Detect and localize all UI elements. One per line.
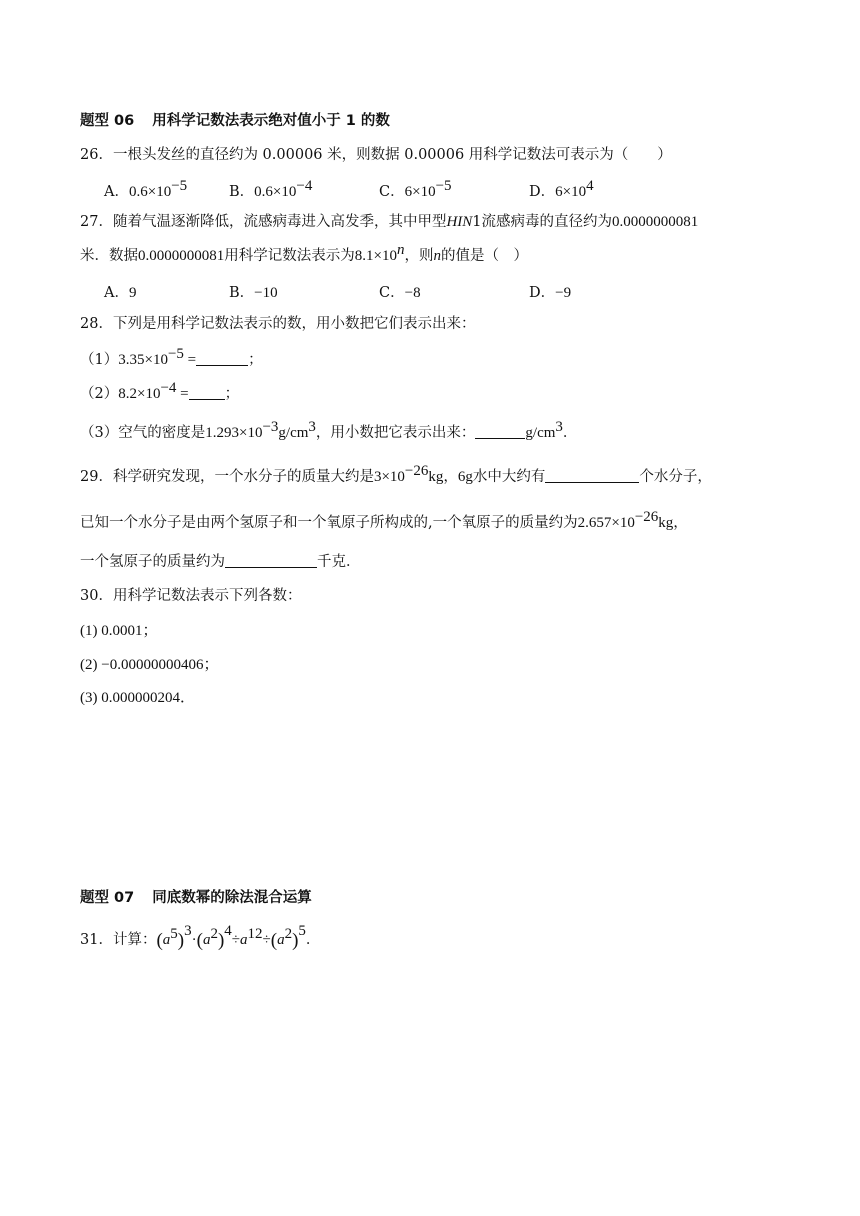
question-30-item-1: (1) 0.0001； [80, 623, 158, 639]
answer-blank [225, 553, 317, 568]
section-heading-07 [80, 888, 312, 908]
option-a: A．9 [104, 285, 137, 301]
option-b: B．$0.6\times 10^{-4}$ [229, 178, 313, 200]
section-tag: 题型 06 [80, 113, 135, 129]
question-30-stem: 30．用科学记数法表示下列各数： [80, 588, 302, 604]
section-heading-06 [80, 111, 390, 131]
option-c: C．−8 [379, 285, 421, 301]
question-28-part-3: （3）空气的密度是$1.293\times 10^{-3}g/cm^3$，用小数把它表示出来： $g/cm^3$． [80, 419, 578, 441]
option-b: B．−10 [229, 285, 278, 301]
section-title: 同底数幂的除法混合运算 [152, 890, 312, 906]
question-28-part-1: $(1)3.35\times 10^{-5}$ = ； [80, 346, 263, 368]
section-tag: 题型 07 [80, 890, 135, 906]
option-d: D．$6\times 10^4$ [529, 178, 594, 200]
option-d: D．−9 [529, 285, 572, 301]
question-28-part-2: $(2)8.2\times 10^{-4}$ = ； [80, 380, 240, 402]
question-26-stem: 26．一根头发丝的直径约为 0.00006 米，则数据 0.00006 用科学记数法可表示为（ ） [80, 147, 672, 163]
question-30-item-2: (2) −0.00000000406； [80, 657, 219, 673]
question-29-line-1: 29．科学研究发现，一个水分子的质量大约是$3\times 10^{-26}kg$，6g水中大约有 个水分子， [80, 463, 712, 485]
option-c: C．$6\times 10^{-5}$ [379, 178, 452, 200]
answer-blank [545, 468, 639, 483]
answer-blank [189, 385, 225, 400]
question-29-line-2: 已知一个水分子是由两个氢原子和一个氧原子所构成的,一个氧原子的质量约为$2.657\times 10^{-26}kg$， [80, 509, 688, 531]
question-30-item-3: (3) 0.000000204． [80, 690, 196, 706]
option-a: A．$0.6\times 10^{-5}$ [104, 178, 188, 200]
answer-blank [196, 351, 248, 366]
question-27-line-2: 米．数据0.0000000081用科学记数法表示为$8.1\times 10^n$，则n的值是（ ） [80, 242, 528, 264]
question-29-line-3: 一个氢原子的质量约为 千克． [80, 554, 361, 570]
answer-blank [475, 424, 525, 439]
section-title: 用科学记数法表示绝对值小于 1 的数 [152, 113, 390, 129]
question-28-stem: 28．下列是用科学记数法表示的数，用小数把它们表示出来： [80, 316, 476, 332]
question-31: 31．计算：$(a^5)^3\cdot(a^2)^4\div a^{12}\div(a^2)^5$． [80, 923, 321, 951]
question-27-line-1: 27．随着气温逐渐降低，流感病毒进入高发季，其中甲型HIN1流感病毒的直径约为0.0000000081 [80, 214, 699, 230]
